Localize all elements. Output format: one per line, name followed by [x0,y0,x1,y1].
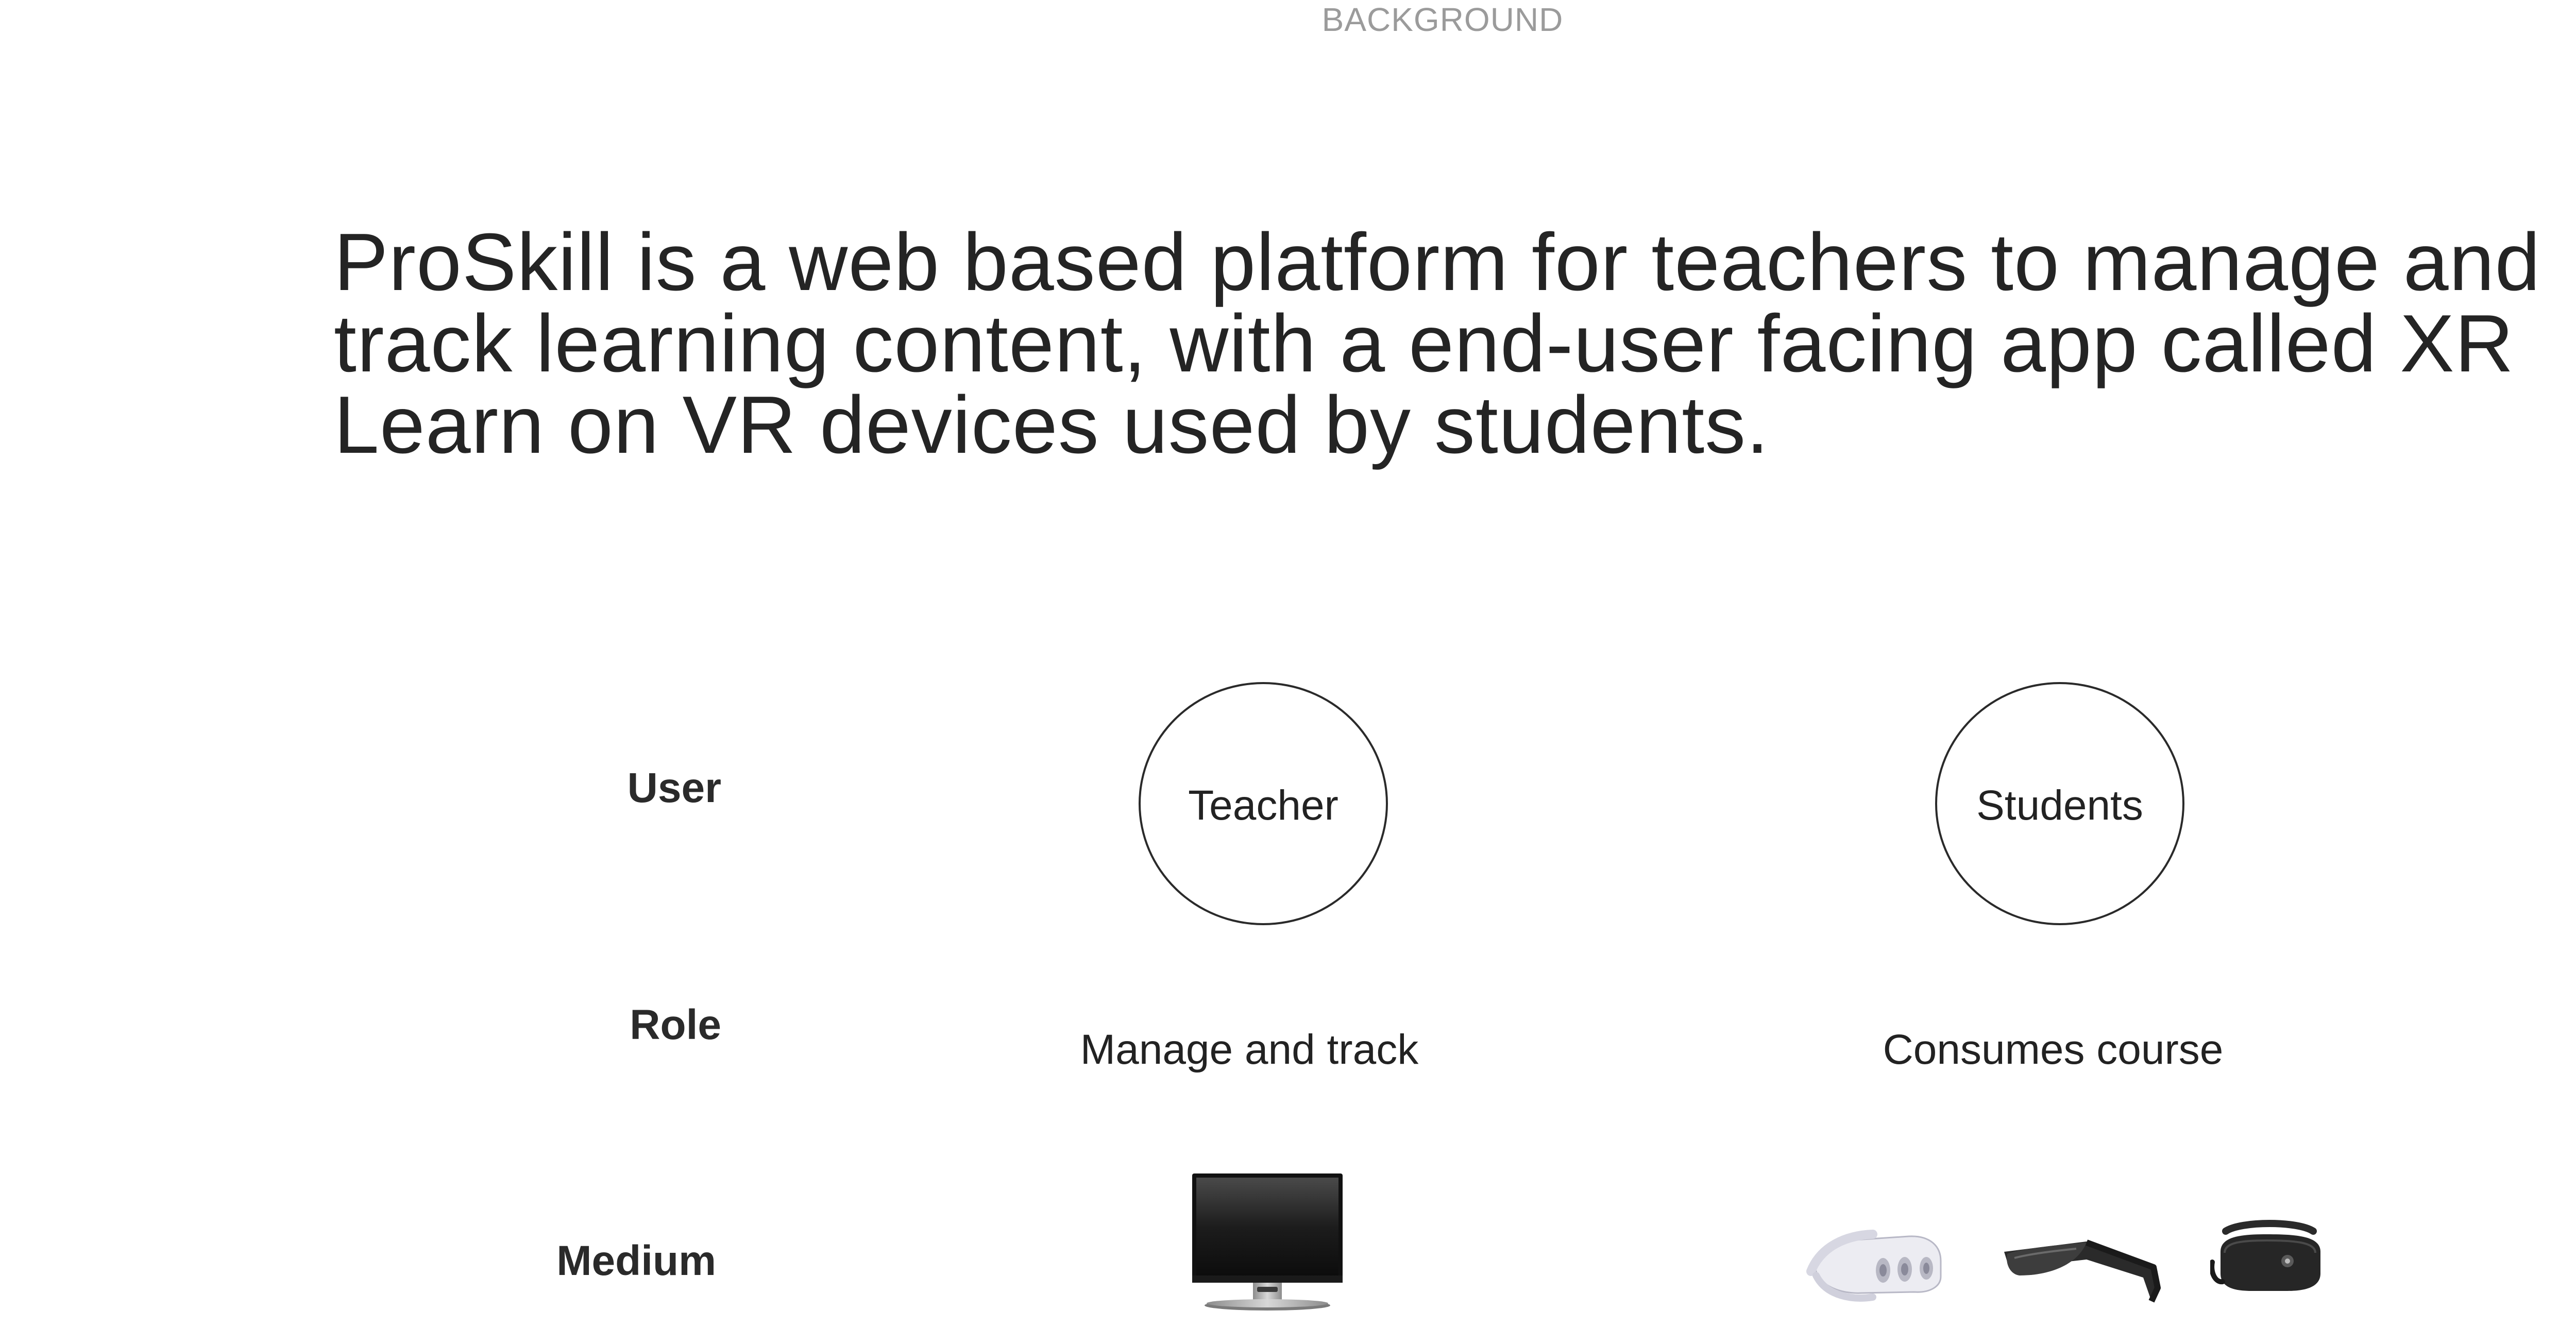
teacher-role: Manage and track [1080,1026,1419,1073]
row-label-role: Role [630,1001,721,1048]
row-label-user: User [627,764,721,811]
vr-headset-white-icon [1806,1210,1945,1305]
students-label: Students [1976,782,2143,829]
teacher-label: Teacher [1188,782,1338,829]
teacher-circle [1139,682,1388,925]
vr-headset-black-icon [2210,1216,2329,1301]
section-label: BACKGROUND [1321,1,1564,38]
students-circle [1935,682,2184,925]
desktop-monitor-icon [1185,1169,1350,1321]
intro-paragraph: ProSkill is a web based platform for teachers to manage and track learning content, with a end-user facing app called XR Learn on VR devices used by students. [334,217,2541,470]
row-label-medium: Medium [556,1237,716,1284]
ar-glasses-icon [1999,1211,2164,1311]
students-role: Consumes course [1883,1026,2224,1073]
